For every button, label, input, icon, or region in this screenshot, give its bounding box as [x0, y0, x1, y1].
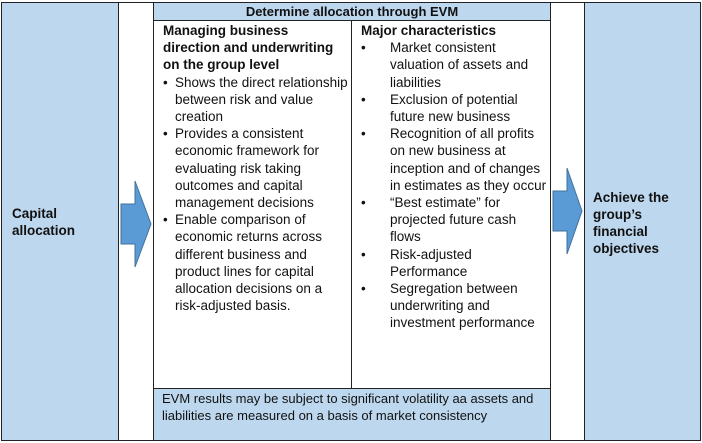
- list-item-text: Risk-adjusted Performance: [390, 246, 472, 279]
- list-item-text: Enable comparison of economic returns across different business and product lines for capital allocation decisions on a risk-adjusted basis.: [175, 212, 323, 314]
- characteristics-heading: Major characteristics: [361, 23, 497, 38]
- list-item: [361, 91, 547, 125]
- bullet-icon: •: [361, 40, 366, 56]
- right-arrow-icon: [120, 180, 152, 268]
- bullet-icon: •: [361, 195, 366, 211]
- achieve-objectives-label: Achieve the group’s financial objectives: [593, 190, 669, 256]
- list-item-text: Provides a consistent economic framework for evaluating risk taking outcomes and capital management decisions: [175, 126, 320, 211]
- list-item-text: Market consistent valuation of assets and liabilities: [390, 40, 529, 90]
- list-item: [163, 125, 348, 211]
- evm-footer: EVM results may be subject to significant volatility aa assets and liabilities are measured on a basis of market consistency: [153, 388, 551, 441]
- bullet-icon: •: [163, 74, 168, 90]
- list-item-text: “Best estimate” for projected future cash flows: [390, 195, 517, 245]
- list-item-text: Segregation between underwriting and investment performance: [390, 281, 535, 331]
- characteristics-bullet-list: [361, 39, 547, 331]
- list-item: [163, 74, 348, 126]
- bullet-icon: •: [361, 246, 366, 262]
- list-item-text: Shows the direct relationship between risk and value creation: [175, 74, 348, 125]
- bullet-icon: •: [361, 126, 366, 142]
- list-item-text: Exclusion of potential future new business: [390, 91, 518, 125]
- list-item: [163, 211, 348, 314]
- bullet-icon: •: [361, 91, 366, 107]
- list-item: [361, 39, 547, 91]
- list-item: [361, 280, 547, 332]
- list-item: [361, 246, 547, 280]
- bullet-icon: •: [163, 126, 168, 142]
- capital-allocation-label: Capital allocation: [12, 206, 76, 238]
- bullet-icon: •: [361, 281, 366, 297]
- list-item-text: Recognition of all profits on new business at inception and of changes in estimates as they occur: [390, 126, 547, 193]
- evm-header: Determine allocation through EVM: [153, 2, 551, 21]
- column-divider: [351, 21, 352, 388]
- bullet-icon: •: [163, 212, 168, 228]
- managing-bullet-list: [163, 74, 348, 315]
- managing-heading: Managing business direction and underwriting on the group level: [163, 23, 334, 73]
- managing-column: [163, 22, 348, 314]
- list-item: [361, 125, 547, 194]
- list-item: [361, 194, 547, 246]
- right-arrow-icon: [552, 167, 583, 255]
- characteristics-column: [361, 22, 547, 332]
